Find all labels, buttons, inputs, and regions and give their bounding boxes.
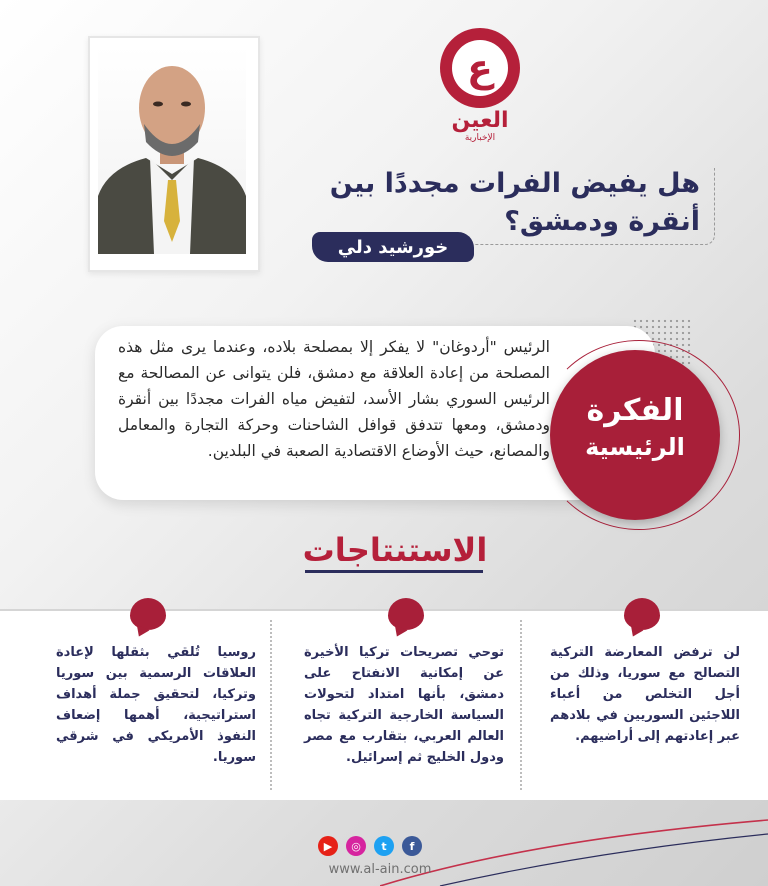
conclusion-item-1: لن ترفض المعارضة التركية التصالح مع سوريا، وذلك من أجل التخلص من أعباء اللاجئين السوريين في بلادهم عبر إعادتهم إلى أراضيهم. — [550, 645, 740, 744]
logo-subtitle: الإخبارية — [464, 133, 496, 143]
conclusions-title: الاستنتاجات — [302, 531, 488, 569]
instagram-icon[interactable]: ◎ — [346, 836, 366, 856]
main-idea-text: الرئيس "أردوغان" لا يفكر إلا بمصلحة بلاده، وعندما يرى مثل هذه المصلحة من إعادة العلاقة مع دمشق، فلن يتوانى عن المصالحة مع الرئيس السوري بشار الأسد، لتفيض مياه الفرات مجددًا بين أنقرة ودمشق، ومعها تتدفق قوافل الشاحنات وحركة التجارة والمعامل والمصانع، حيث الأوضاع الاقتصادية الصعبة في البلدين. — [118, 338, 550, 460]
speech-bubble-icon — [130, 598, 166, 630]
author-photo — [98, 46, 246, 254]
column-divider — [520, 620, 522, 790]
main-idea-label-line1: الفكرة — [586, 393, 684, 428]
author-portrait-icon — [98, 46, 246, 254]
speech-bubble-icon — [388, 598, 424, 630]
author-name-badge: خورشيد دلي — [312, 232, 474, 262]
facebook-icon[interactable]: f — [402, 836, 422, 856]
conclusion-item-3: روسيا تُلقي بثقلها لإعادة العلاقات الرسمية بين سوريا وتركيا، لتحقيق جملة أهداف استراتيجية، أهمها إضعاف النفوذ الأمريكي في شرقي سوريا. — [56, 645, 256, 765]
twitter-icon[interactable]: t — [374, 836, 394, 856]
youtube-icon[interactable]: ▶ — [318, 836, 338, 856]
main-idea-label-line2: الرئيسية — [585, 433, 685, 461]
conclusions-underline — [305, 570, 483, 573]
website-url[interactable]: www.al-ain.com — [328, 862, 432, 877]
speech-bubble-icon — [624, 598, 660, 630]
brand-logo — [440, 28, 520, 108]
column-divider — [270, 620, 272, 790]
logo-glyph: ع — [452, 40, 508, 96]
headline-title: هل يفيض الفرات مجددًا بين أنقرة ودمشق؟ — [329, 168, 700, 237]
logo-wordmark: العين — [451, 108, 509, 133]
conclusion-item-2: توحي تصريحات تركيا الأخيرة عن إمكانية الانفتاح على دمشق، بأنها امتداد لتحولات السياسة الخارجية التركية تجاه العالم العربي، بتقارب مع مصر ودول الخليج ثم إسرائيل. — [304, 645, 504, 765]
